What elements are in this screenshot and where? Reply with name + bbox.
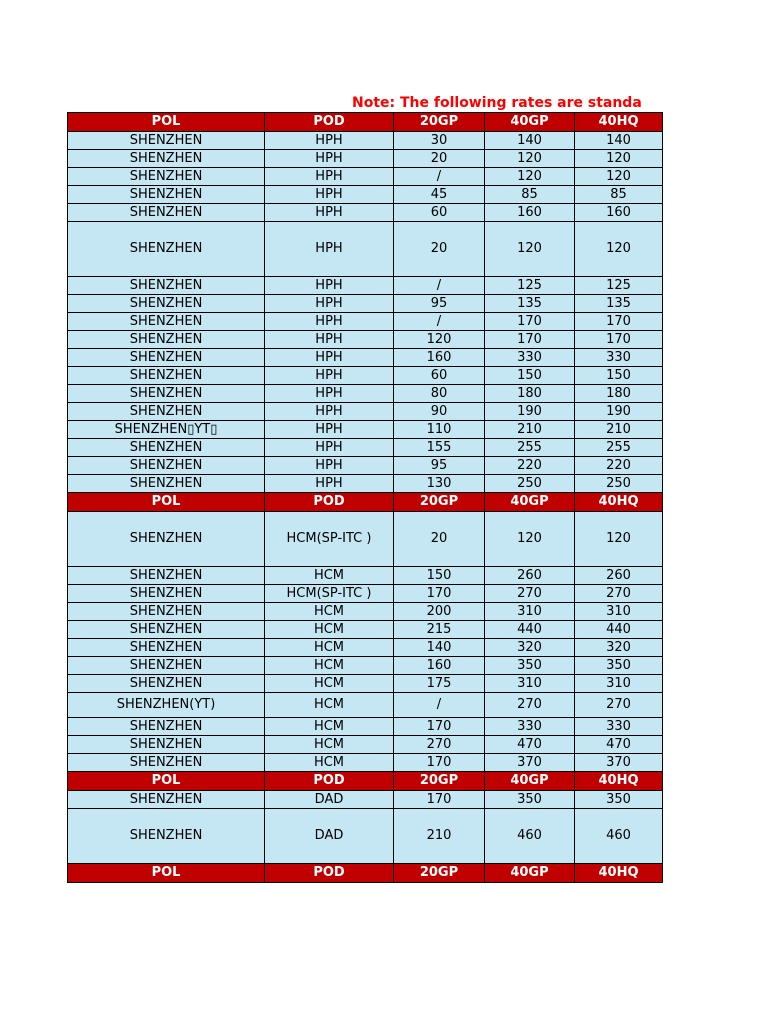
cell-40hq: 140 xyxy=(575,132,663,150)
cell-40gp: 350 xyxy=(485,791,575,809)
cell-pol: SHENZHEN xyxy=(68,331,265,349)
cell-40gp: 255 xyxy=(485,439,575,457)
cell-pol: SHENZHEN xyxy=(68,439,265,457)
cell-pod: DAD xyxy=(265,809,394,864)
cell-40hq: 330 xyxy=(575,718,663,736)
cell-20gp: 110 xyxy=(394,421,485,439)
cell-pod: HPH xyxy=(265,385,394,403)
cell-40gp: 260 xyxy=(485,567,575,585)
table-row xyxy=(68,567,663,585)
cell-20gp: / xyxy=(394,277,485,295)
table-row xyxy=(68,385,663,403)
table-row xyxy=(68,693,663,718)
cell-40hq: 180 xyxy=(575,385,663,403)
cell-40gp: 170 xyxy=(485,313,575,331)
cell-40gp: 190 xyxy=(485,403,575,421)
cell-20gp: 150 xyxy=(394,567,485,585)
cell-20gp: 90 xyxy=(394,403,485,421)
header-row xyxy=(68,493,663,512)
cell-40gp: 470 xyxy=(485,736,575,754)
cell-40hq: 220 xyxy=(575,457,663,475)
cell-40hq: 460 xyxy=(575,809,663,864)
cell-pol: SHENZHEN xyxy=(68,385,265,403)
cell-pol: SHENZHEN xyxy=(68,457,265,475)
cell-40gp: 270 xyxy=(485,693,575,718)
cell-40hq: 330 xyxy=(575,349,663,367)
cell-40hq: 160 xyxy=(575,204,663,222)
cell-40hq: 170 xyxy=(575,331,663,349)
cell-40hq: 120 xyxy=(575,168,663,186)
table-row xyxy=(68,132,663,150)
cell-pol: SHENZHEN xyxy=(68,367,265,385)
table-row xyxy=(68,204,663,222)
cell-40gp: 135 xyxy=(485,295,575,313)
cell-40gp: 125 xyxy=(485,277,575,295)
cell-20gp: / xyxy=(394,168,485,186)
cell-pod: HPH xyxy=(265,204,394,222)
cell-pod: HPH xyxy=(265,331,394,349)
cell-20gp: 60 xyxy=(394,204,485,222)
header-cell-40hq: 40HQ xyxy=(575,772,663,791)
header-cell-40gp: 40GP xyxy=(485,772,575,791)
header-cell-20gp: 20GP xyxy=(394,113,485,132)
cell-40hq: 255 xyxy=(575,439,663,457)
cell-20gp: 160 xyxy=(394,349,485,367)
header-cell-40gp: 40GP xyxy=(485,113,575,132)
cell-pod: HPH xyxy=(265,421,394,439)
cell-pol: SHENZHEN xyxy=(68,567,265,585)
cell-40hq: 120 xyxy=(575,150,663,168)
cell-20gp: 80 xyxy=(394,385,485,403)
cell-40gp: 270 xyxy=(485,585,575,603)
cell-40gp: 310 xyxy=(485,675,575,693)
cell-pod: HCM(SP-ITC ) xyxy=(265,512,394,567)
header-cell-40hq: 40HQ xyxy=(575,113,663,132)
table-row xyxy=(68,150,663,168)
cell-20gp: 140 xyxy=(394,639,485,657)
cell-40gp: 460 xyxy=(485,809,575,864)
cell-20gp: 20 xyxy=(394,512,485,567)
header-cell-pod: POD xyxy=(265,113,394,132)
table-row xyxy=(68,639,663,657)
table-row xyxy=(68,736,663,754)
cell-20gp: 215 xyxy=(394,621,485,639)
cell-pol: SHENZHEN xyxy=(68,277,265,295)
table-row xyxy=(68,331,663,349)
cell-pod: HPH xyxy=(265,457,394,475)
cell-pod: HCM xyxy=(265,736,394,754)
table-row xyxy=(68,718,663,736)
cell-20gp: 175 xyxy=(394,675,485,693)
table-row xyxy=(68,277,663,295)
cell-40hq: 190 xyxy=(575,403,663,421)
cell-20gp: / xyxy=(394,313,485,331)
header-cell-20gp: 20GP xyxy=(394,864,485,883)
cell-pol: SHENZHEN xyxy=(68,204,265,222)
cell-pod: HCM xyxy=(265,754,394,772)
cell-pod: HPH xyxy=(265,150,394,168)
cell-40hq: 320 xyxy=(575,639,663,657)
rates-table-body xyxy=(68,113,663,883)
cell-pod: DAD xyxy=(265,791,394,809)
cell-40gp: 160 xyxy=(485,204,575,222)
table-row xyxy=(68,457,663,475)
cell-40gp: 170 xyxy=(485,331,575,349)
cell-40gp: 330 xyxy=(485,349,575,367)
table-row xyxy=(68,585,663,603)
cell-20gp: 170 xyxy=(394,718,485,736)
cell-20gp: 200 xyxy=(394,603,485,621)
cell-20gp: 30 xyxy=(394,132,485,150)
cell-pod: HCM xyxy=(265,621,394,639)
header-cell-pol: POL xyxy=(68,864,265,883)
cell-40gp: 220 xyxy=(485,457,575,475)
cell-20gp: 210 xyxy=(394,809,485,864)
table-row xyxy=(68,439,663,457)
cell-20gp: 170 xyxy=(394,791,485,809)
cell-pod: HPH xyxy=(265,186,394,204)
cell-20gp: 130 xyxy=(394,475,485,493)
cell-pol: SHENZHEN xyxy=(68,150,265,168)
cell-40gp: 330 xyxy=(485,718,575,736)
cell-40hq: 270 xyxy=(575,693,663,718)
table-row xyxy=(68,657,663,675)
cell-pod: HPH xyxy=(265,313,394,331)
cell-40gp: 250 xyxy=(485,475,575,493)
cell-40hq: 470 xyxy=(575,736,663,754)
cell-40hq: 125 xyxy=(575,277,663,295)
cell-40gp: 85 xyxy=(485,186,575,204)
table-row xyxy=(68,313,663,331)
cell-pol: SHENZHEN▯YT▯ xyxy=(68,421,265,439)
cell-40hq: 440 xyxy=(575,621,663,639)
cell-pod: HPH xyxy=(265,168,394,186)
table-row xyxy=(68,621,663,639)
cell-20gp: 270 xyxy=(394,736,485,754)
cell-pol: SHENZHEN xyxy=(68,349,265,367)
header-cell-pol: POL xyxy=(68,772,265,791)
header-cell-40gp: 40GP xyxy=(485,864,575,883)
cell-pol: SHENZHEN xyxy=(68,475,265,493)
header-cell-40hq: 40HQ xyxy=(575,493,663,512)
table-row xyxy=(68,475,663,493)
cell-40hq: 85 xyxy=(575,186,663,204)
header-row xyxy=(68,864,663,883)
header-cell-20gp: 20GP xyxy=(394,493,485,512)
cell-40hq: 370 xyxy=(575,754,663,772)
cell-pod: HPH xyxy=(265,475,394,493)
cell-pol: SHENZHEN xyxy=(68,512,265,567)
cell-pol: SHENZHEN xyxy=(68,603,265,621)
cell-pod: HPH xyxy=(265,439,394,457)
cell-20gp: 155 xyxy=(394,439,485,457)
cell-40hq: 350 xyxy=(575,791,663,809)
header-row xyxy=(68,772,663,791)
cell-40hq: 210 xyxy=(575,421,663,439)
table-row xyxy=(68,222,663,277)
cell-pol: SHENZHEN xyxy=(68,718,265,736)
cell-20gp: 160 xyxy=(394,657,485,675)
cell-20gp: 170 xyxy=(394,585,485,603)
cell-pol: SHENZHEN xyxy=(68,132,265,150)
header-cell-pod: POD xyxy=(265,493,394,512)
cell-20gp: / xyxy=(394,693,485,718)
header-cell-pod: POD xyxy=(265,772,394,791)
cell-pod: HPH xyxy=(265,222,394,277)
cell-pod: HCM xyxy=(265,657,394,675)
cell-pol: SHENZHEN xyxy=(68,313,265,331)
cell-pod: HCM xyxy=(265,718,394,736)
cell-pod: HPH xyxy=(265,277,394,295)
cell-20gp: 95 xyxy=(394,295,485,313)
cell-pod: HPH xyxy=(265,367,394,385)
cell-40hq: 170 xyxy=(575,313,663,331)
cell-20gp: 120 xyxy=(394,331,485,349)
cell-40gp: 310 xyxy=(485,603,575,621)
header-cell-40hq: 40HQ xyxy=(575,864,663,883)
cell-pol: SHENZHEN xyxy=(68,585,265,603)
table-row xyxy=(68,512,663,567)
table-row xyxy=(68,603,663,621)
cell-40hq: 250 xyxy=(575,475,663,493)
cell-pod: HCM xyxy=(265,639,394,657)
table-row xyxy=(68,295,663,313)
cell-pod: HPH xyxy=(265,349,394,367)
cell-pod: HCM xyxy=(265,567,394,585)
cell-40gp: 210 xyxy=(485,421,575,439)
cell-40gp: 350 xyxy=(485,657,575,675)
table-row xyxy=(68,791,663,809)
table-row xyxy=(68,421,663,439)
table-row xyxy=(68,168,663,186)
cell-40hq: 350 xyxy=(575,657,663,675)
cell-pol: SHENZHEN xyxy=(68,639,265,657)
cell-40gp: 320 xyxy=(485,639,575,657)
cell-40gp: 440 xyxy=(485,621,575,639)
cell-pol: SHENZHEN xyxy=(68,168,265,186)
cell-pol: SHENZHEN xyxy=(68,657,265,675)
cell-20gp: 60 xyxy=(394,367,485,385)
cell-20gp: 20 xyxy=(394,222,485,277)
cell-40gp: 370 xyxy=(485,754,575,772)
header-cell-pod: POD xyxy=(265,864,394,883)
cell-pod: HPH xyxy=(265,132,394,150)
table-row xyxy=(68,675,663,693)
cell-pol: SHENZHEN xyxy=(68,754,265,772)
cell-40hq: 150 xyxy=(575,367,663,385)
table-row xyxy=(68,367,663,385)
cell-40hq: 135 xyxy=(575,295,663,313)
cell-pod: HCM xyxy=(265,693,394,718)
header-cell-40gp: 40GP xyxy=(485,493,575,512)
rates-note: Note: The following rates are standa xyxy=(352,95,642,111)
cell-pol: SHENZHEN xyxy=(68,675,265,693)
cell-40hq: 260 xyxy=(575,567,663,585)
table-row xyxy=(68,349,663,367)
cell-pol: SHENZHEN xyxy=(68,403,265,421)
cell-pod: HPH xyxy=(265,403,394,421)
freight-rates-table xyxy=(67,112,663,883)
header-row xyxy=(68,113,663,132)
cell-40hq: 270 xyxy=(575,585,663,603)
table-row xyxy=(68,186,663,204)
table-row xyxy=(68,809,663,864)
cell-pol: SHENZHEN xyxy=(68,736,265,754)
cell-40hq: 310 xyxy=(575,603,663,621)
cell-40gp: 120 xyxy=(485,168,575,186)
header-cell-20gp: 20GP xyxy=(394,772,485,791)
header-cell-pol: POL xyxy=(68,493,265,512)
cell-pod: HPH xyxy=(265,295,394,313)
table-row xyxy=(68,754,663,772)
cell-pol: SHENZHEN xyxy=(68,222,265,277)
cell-40gp: 120 xyxy=(485,512,575,567)
cell-40gp: 120 xyxy=(485,222,575,277)
cell-40gp: 180 xyxy=(485,385,575,403)
cell-40hq: 310 xyxy=(575,675,663,693)
cell-pol: SHENZHEN xyxy=(68,809,265,864)
cell-20gp: 95 xyxy=(394,457,485,475)
cell-40gp: 150 xyxy=(485,367,575,385)
cell-40gp: 140 xyxy=(485,132,575,150)
cell-pol: SHENZHEN xyxy=(68,621,265,639)
cell-pol: SHENZHEN(YT) xyxy=(68,693,265,718)
cell-pod: HCM xyxy=(265,675,394,693)
cell-pol: SHENZHEN xyxy=(68,295,265,313)
cell-20gp: 170 xyxy=(394,754,485,772)
cell-40hq: 120 xyxy=(575,222,663,277)
cell-20gp: 20 xyxy=(394,150,485,168)
table-row xyxy=(68,403,663,421)
cell-pod: HCM(SP-ITC ) xyxy=(265,585,394,603)
cell-40gp: 120 xyxy=(485,150,575,168)
cell-pol: SHENZHEN xyxy=(68,186,265,204)
cell-20gp: 45 xyxy=(394,186,485,204)
header-cell-pol: POL xyxy=(68,113,265,132)
cell-pod: HCM xyxy=(265,603,394,621)
cell-40hq: 120 xyxy=(575,512,663,567)
cell-pol: SHENZHEN xyxy=(68,791,265,809)
